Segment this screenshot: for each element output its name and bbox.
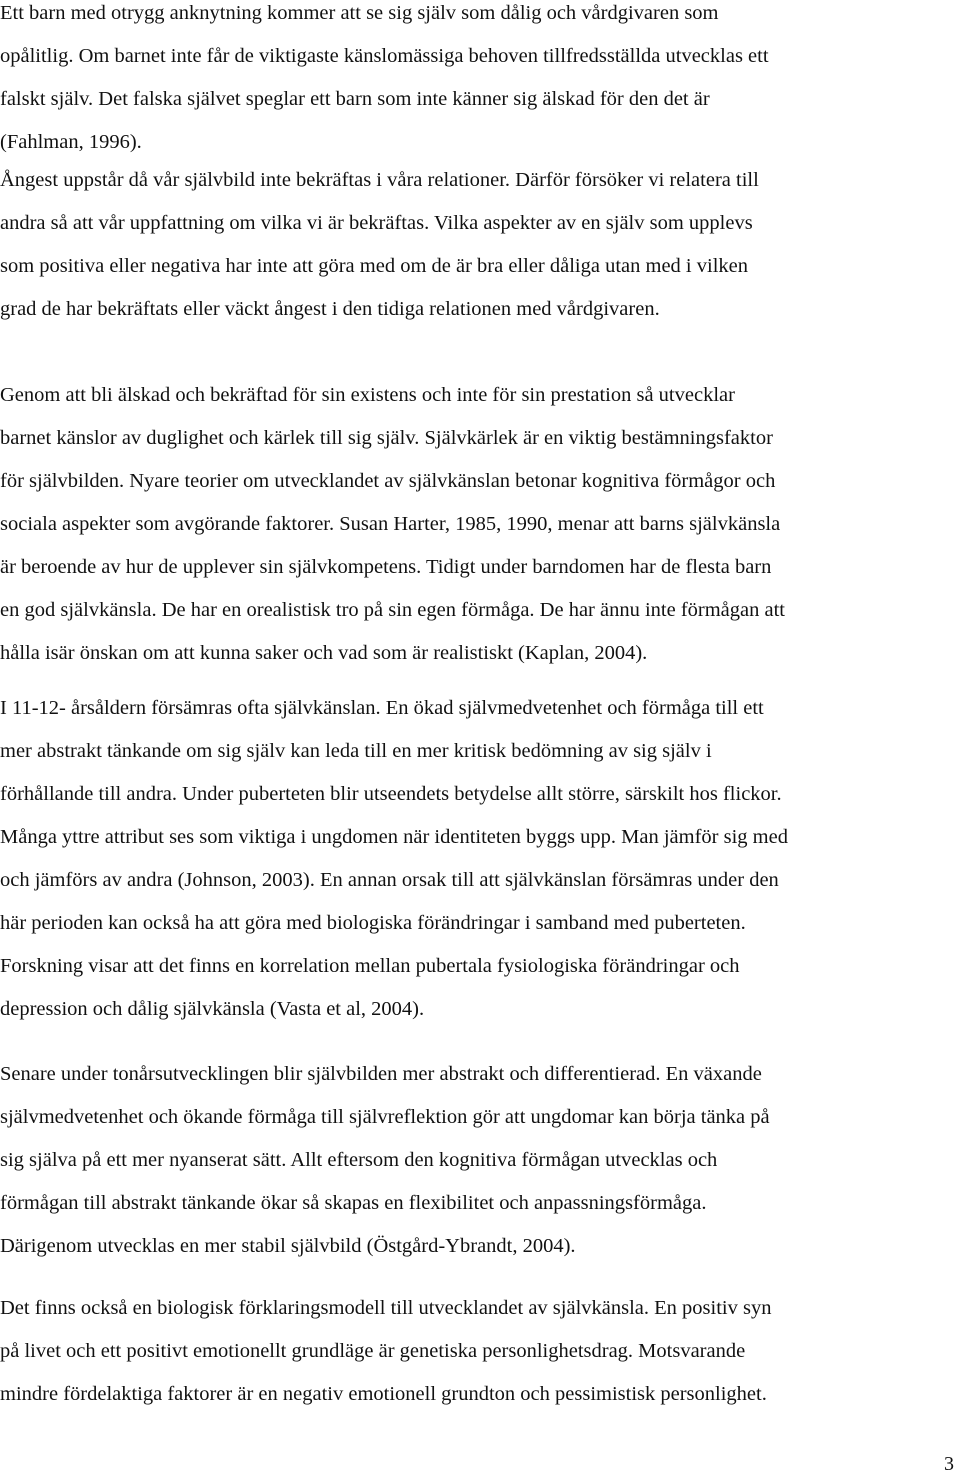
- text-line: här perioden kan också ha att göra med biologiska förändringar i samband med puberteten.: [0, 912, 746, 934]
- page-number: 3: [944, 1453, 954, 1475]
- paragraph-2: [0, 159, 960, 331]
- text-line: som positiva eller negativa har inte att göra med om de är bra eller dåliga utan med i vilken: [0, 255, 748, 277]
- text-line: (Fahlman, 1996).: [0, 131, 142, 153]
- text-line: förmågan till abstrakt tänkande ökar så skapas en flexibilitet och anpassningsförmåga.: [0, 1192, 707, 1214]
- text-line: mindre fördelaktiga faktorer är en negativ emotionell grundton och pessimistisk personlighet.: [0, 1383, 767, 1405]
- paragraph-1: [0, 0, 960, 164]
- text-line: depression och dålig självkänsla (Vasta et al, 2004).: [0, 998, 425, 1020]
- paragraph-6: [0, 1287, 960, 1416]
- text-line: barnet känslor av duglighet och kärlek till sig själv. Självkärlek är en viktig bestämningsfaktor: [0, 427, 773, 449]
- text-line: för självbilden. Nyare teorier om utvecklandet av självkänslan betonar kognitiva förmågor och: [0, 470, 776, 492]
- text-line: grad de har bekräftats eller väckt ångest i den tidiga relationen med vårdgivaren.: [0, 298, 660, 320]
- text-line: falskt själv. Det falska självet speglar ett barn som inte känner sig älskad för den det är: [0, 88, 710, 110]
- text-line: en god självkänsla. De har en orealistisk tro på sin egen förmåga. De har ännu inte förmågan att: [0, 599, 785, 621]
- text-line: förhållande till andra. Under puberteten blir utseendets betydelse allt större, särskilt hos flickor.: [0, 783, 782, 805]
- text-line: sociala aspekter som avgörande faktorer. Susan Harter, 1985, 1990, menar att barns självkänsla: [0, 513, 781, 535]
- text-line: och jämförs av andra (Johnson, 2003). En annan orsak till att självkänslan försämras under den: [0, 869, 779, 891]
- text-line: sig själva på ett mer nyanserat sätt. Allt eftersom den kognitiva förmågan utvecklas och: [0, 1149, 718, 1171]
- text-line: självmedvetenhet och ökande förmåga till självreflektion gör att ungdomar kan börja tänka på: [0, 1106, 770, 1128]
- text-line: Senare under tonårsutvecklingen blir självbilden mer abstrakt och differentierad. En växande: [0, 1063, 762, 1085]
- text-line: är beroende av hur de upplever sin självkompetens. Tidigt under barndomen har de flesta barn: [0, 556, 772, 578]
- text-line: Ett barn med otrygg anknytning kommer att se sig själv som dålig och vårdgivaren som: [0, 2, 719, 24]
- text-line: Det finns också en biologisk förklaringsmodell till utvecklandet av självkänsla. En positiv syn: [0, 1297, 772, 1319]
- text-line: på livet och ett positivt emotionellt grundläge är genetiska personlighetsdrag. Motsvarande: [0, 1340, 746, 1362]
- text-line: Många yttre attribut ses som viktiga i ungdomen när identiteten byggs upp. Man jämför sig med: [0, 826, 788, 848]
- text-line: Därigenom utvecklas en mer stabil självbild (Östgård-Ybrandt, 2004).: [0, 1235, 576, 1257]
- text-line: Ångest uppstår då vår självbild inte bekräftas i våra relationer. Därför försöker vi relatera till: [0, 169, 759, 191]
- text-line: mer abstrakt tänkande om sig själv kan leda till en mer kritisk bedömning av sig själv i: [0, 740, 712, 762]
- text-line: andra så att vår uppfattning om vilka vi är bekräftas. Vilka aspekter av en själv som upplevs: [0, 212, 753, 234]
- text-line: hålla isär önskan om att kunna saker och vad som är realistiskt (Kaplan, 2004).: [0, 642, 648, 664]
- text-line: opålitlig. Om barnet inte får de viktigaste känslomässiga behoven tillfredsställda utvecklas ett: [0, 45, 769, 67]
- paragraph-4: [0, 687, 960, 1031]
- paragraph-3: [0, 374, 960, 675]
- paragraph-5: [0, 1053, 960, 1268]
- text-line: Genom att bli älskad och bekräftad för sin existens och inte för sin prestation så utvecklar: [0, 384, 735, 406]
- text-line: I 11-12- årsåldern försämras ofta självkänslan. En ökad självmedvetenhet och förmåga till ett: [0, 697, 764, 719]
- text-line: Forskning visar att det finns en korrelation mellan pubertala fysiologiska förändringar och: [0, 955, 740, 977]
